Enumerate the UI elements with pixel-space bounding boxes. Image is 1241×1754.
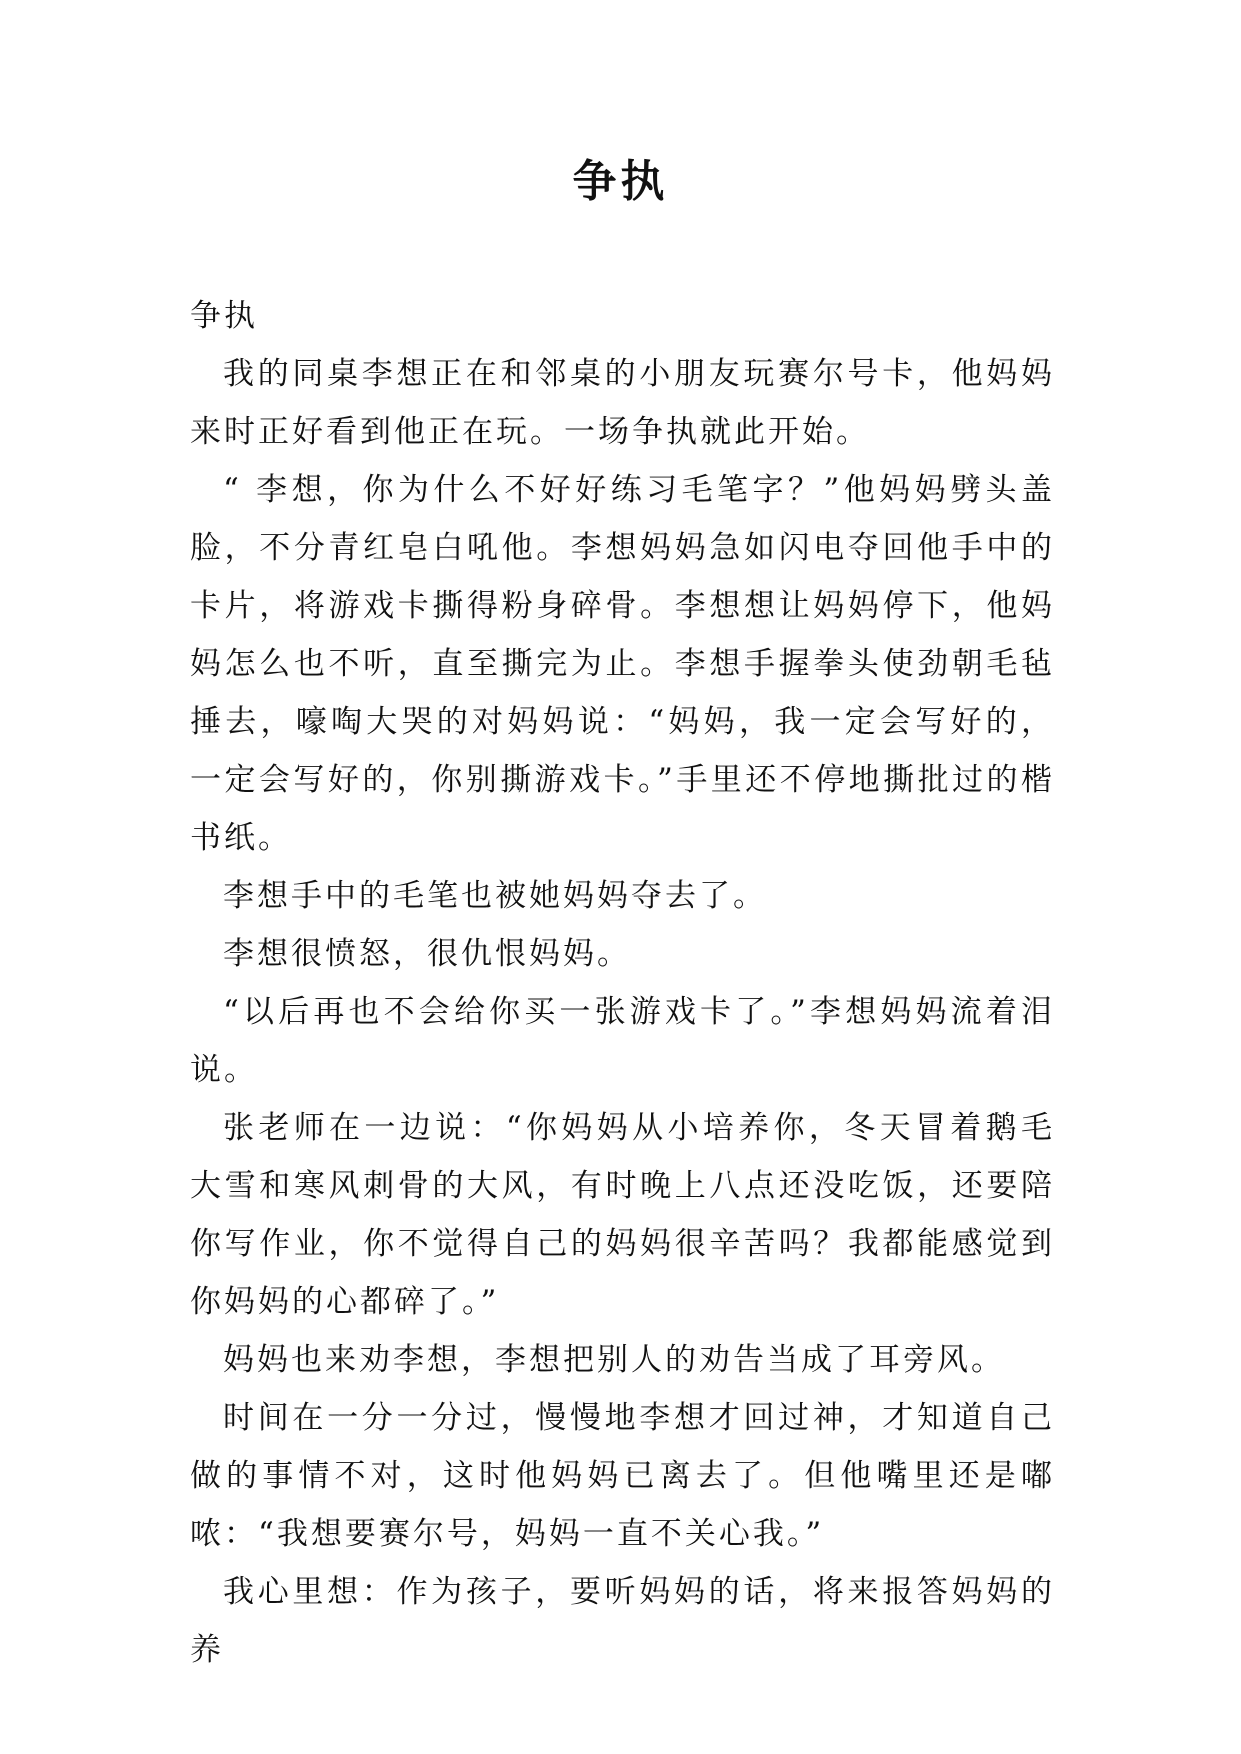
paragraph: “ 李想，你为什么不好好练习毛笔字？”他妈妈劈头盖脸，不分青红皂白吼他。李想妈妈急如闪电夺回他手中的卡片，将游戏卡撕得粉身碎骨。李想想让妈妈停下，他妈妈怎么也不听，直至撕完为止。李想手握拳头使劲朝毛毡捶去，嚎啕大哭的对妈妈说：“妈妈，我一定会写好的，一定会写好的，你别撕游戏卡。”手里还不停地撕批过的楷书纸。: [190, 472, 1055, 856]
paragraph: 我心里想：作为孩子，要听妈妈的话，将来报答妈妈的养: [190, 1574, 1055, 1668]
paragraph: 张老师在一边说：“你妈妈从小培养你，冬天冒着鹅毛大雪和寒风刺骨的大风，有时晚上八点还没吃饭，还要陪你写作业，你不觉得自己的妈妈很辛苦吗？我都能感觉到你妈妈的心都碎了。”: [190, 1110, 1055, 1320]
page-title: 争执: [572, 156, 669, 207]
document-body: [190, 287, 1055, 1679]
paragraph: 李想很愤怒，很仇恨妈妈。: [223, 936, 631, 972]
paragraph: 妈妈也来劝李想，李想把别人的劝告当成了耳旁风。: [223, 1342, 1005, 1378]
paragraph: 我的同桌李想正在和邻桌的小朋友玩赛尔号卡，他妈妈来时正好看到他正在玩。一场争执就此开始。: [190, 356, 1055, 450]
paragraph: “以后再也不会给你买一张游戏卡了。”李想妈妈流着泪说。: [190, 994, 1055, 1088]
paragraph-heading: 争执: [190, 298, 258, 334]
paragraph: 时间在一分一分过，慢慢地李想才回过神，才知道自己做的事情不对，这时他妈妈已离去了。但他嘴里还是嘟哝：“我想要赛尔号，妈妈一直不关心我。”: [190, 1400, 1055, 1552]
paragraph: 李想手中的毛笔也被她妈妈夺去了。: [223, 878, 767, 914]
